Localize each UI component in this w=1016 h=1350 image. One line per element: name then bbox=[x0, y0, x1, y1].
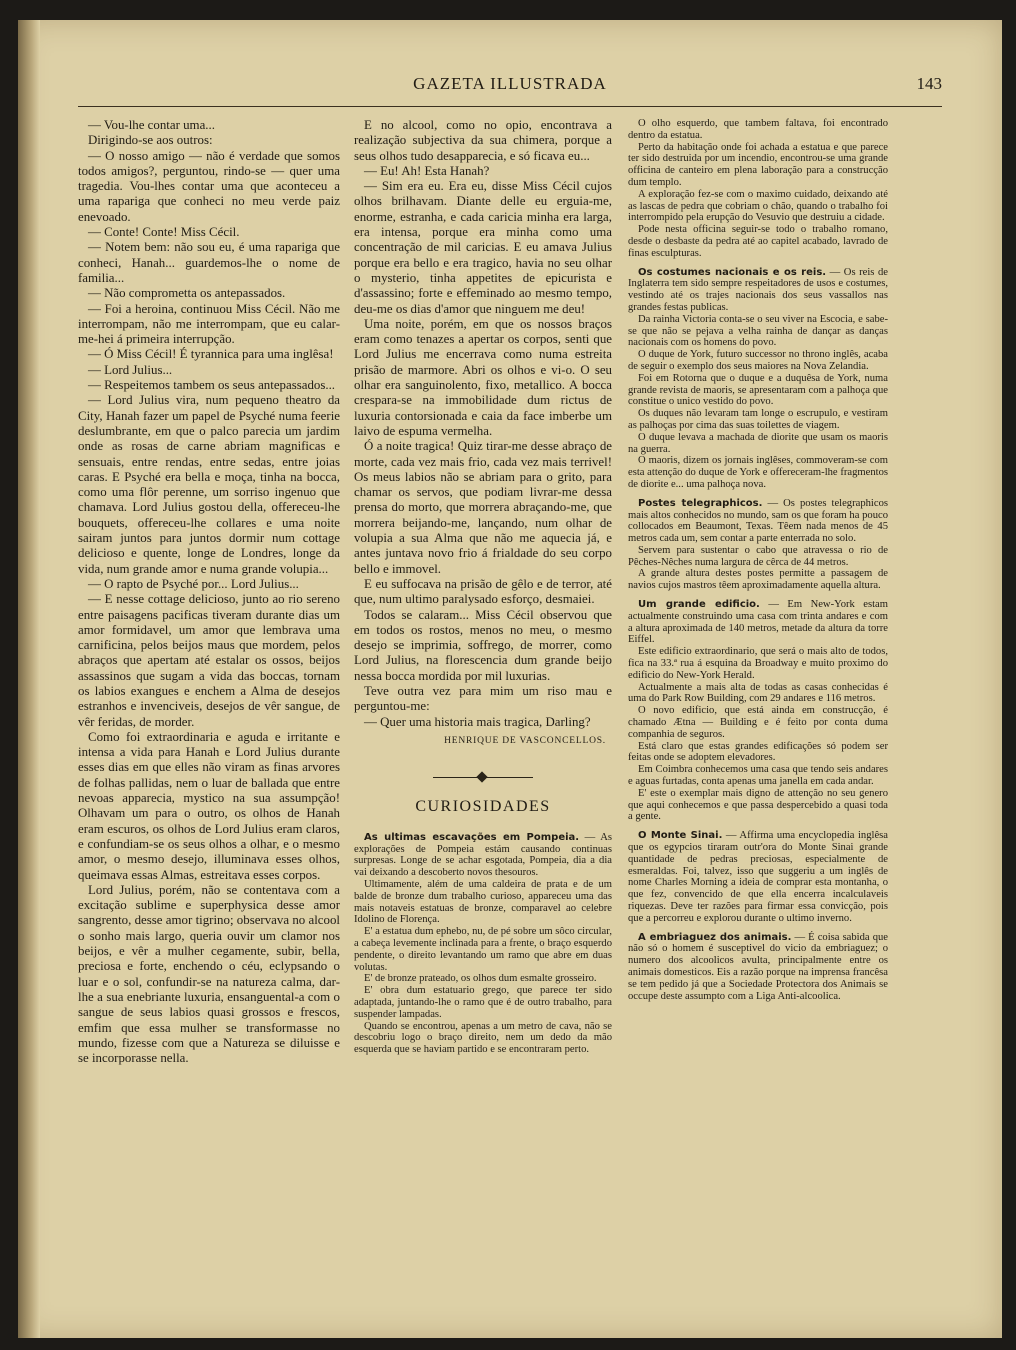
diamond-ornament-icon bbox=[476, 771, 487, 782]
paragraph: Em Coimbra conhecemos uma casa que tendo seis andares e aguas furtadas, conta apenas uma janella em cada andar. bbox=[628, 764, 888, 788]
curiosity-article bbox=[628, 932, 888, 1003]
running-head bbox=[78, 74, 942, 104]
article-heading: Os costumes nacionais e os reis. bbox=[638, 266, 827, 278]
article-text: — Affirma uma encyclopedia inglêsa que os egypcios tiraram outr'ora do Monte Sinai grande quantidade de pedras preciosas, especialmente de esmeraldas. Foi, talvez, isso que suggeriu a um inglês de nome Charles Morning a ideia de comprar esta montanha, o que fez, convencido de que ella encerra incalculaveis riquezas. Deve ter razões para firmar essa convicção, pois que a percorreu e explorou durante o ultimo inverno. bbox=[628, 830, 888, 924]
article-heading: O Monte Sinai. bbox=[638, 830, 723, 842]
paragraph: O duque levava a machada de diorite que usam os maoris na guerra. bbox=[628, 431, 888, 455]
paragraph: A exploração fez-se com o maximo cuidado, deixando até as lascas de pedra que cobriam o chão, quando o trabalho foi interrompido pela erupção do Vesuvio que destruiu a cidade. bbox=[628, 188, 888, 224]
paragraph: Servem para sustentar o cabo que atravessa o rio de Pêches-Nêches numa largura de cêrca de 44 metros. bbox=[628, 544, 888, 568]
paragraph: — Ó Miss Cécil! É tyrannica para uma inglêsa! bbox=[88, 347, 334, 362]
paragraph: — O rapto de Psyché por... Lord Julius... bbox=[88, 576, 299, 591]
paragraph: Este edificio extraordinario, que será o mais alto de todos, fica na 33.ª rua á esquina da Broadway e muito proximo do edificio do New-York Herald. bbox=[628, 646, 888, 681]
paragraph: Perto da habitação onde foi achada a estatua e que parece ter sido destruida por um incendio, encontrou-se uma grande officina de canteiro em plena laboração para a construcção dum templo. bbox=[628, 141, 888, 188]
article-text: — Os reis de Inglaterra tem sido sempre respeitadores de usos e costumes, vestindo até os trajes nacionais dos seus vassallos nas grandes festas publicas. bbox=[628, 266, 888, 313]
paragraph: Quando se encontrou, apenas a um metro de cava, não se descobriu logo o braço direito, nem um dedo da mão esquerda que se haviam partido e se encontraram perto. bbox=[354, 1020, 612, 1056]
section-divider-ornament bbox=[433, 772, 533, 784]
article-heading: Postes telegraphicos. bbox=[638, 497, 763, 509]
paragraph: Todos se calaram... Miss Cécil observou que em todos os rostos, menos no meu, o mesmo desejo se imprimia, soffrego, de morrer, como Lord Julius, na florescencia dum grande beijo nessa bocca mordida por mil luxurias. bbox=[354, 607, 612, 683]
paragraph: Dirigindo-se aos outros: bbox=[88, 133, 213, 148]
curiosities-list bbox=[628, 267, 888, 1003]
column-3 bbox=[628, 118, 888, 1002]
paragraph: — Foi a heroina, continuou Miss Cécil. Não me interrompam, não me interrompam, que eu calar-me-hei á primeira interrupção. bbox=[78, 301, 340, 347]
paragraph bbox=[628, 932, 888, 1003]
paragraph: Foi em Rotorna que o duque e a duquêsa de York, numa grande revista de maoris, se apresentaram com a palhoça que constitue o unico vestido do povo. bbox=[628, 372, 888, 408]
paragraph: — Respeitemos tambem os seus antepassados... bbox=[88, 378, 336, 393]
paragraph: — Eu! Ah! Esta Hanah? bbox=[364, 163, 490, 178]
article-heading: As ultimas escavações em Pompeia. bbox=[364, 831, 580, 843]
paragraph: — Vou-lhe contar uma... bbox=[88, 118, 215, 132]
curiosity-article bbox=[628, 498, 888, 592]
paragraph: — E nesse cottage delicioso, junto ao rio sereno entre paisagens pacificas tiveram durante dias um amor formidavel, um amor que lembrava uma carnificina, pelos beijos maus que mordem, pelos abraços que apertam até estalar os ossos, beijos assassinos que sugam a vida das boccas, tornam os labios exangues e enchem a Alma de desejos estranhos e invenciveis, desejos de vêr sangue, de vêr feridas, de morder. bbox=[78, 592, 340, 729]
article-pompeia bbox=[354, 832, 612, 1056]
paragraph: Teve outra vez para mim um riso mau e perguntou-me: bbox=[354, 683, 612, 714]
paragraph: — Lord Julius vira, num pequeno theatro da City, Hanah fazer um papel de Psyché numa feerie deslumbrante, em que o palco parecia um jardim onde as rosas de carne abriam magnificas e sensuais, entre rendas, entre sedas, entre joias caras. E Psyché era bella e moça, tinha na bocca, como uma flôr perenne, um sorriso ingenuo que chamava. Lord Julius gostou della, offereceu-lhe bouquets, offereceu-lhe collares e uma noite sairam juntos para juntos dormir num cottage delicioso e quente, longe de Londres, longe da vida, num grande amor e numa grande volupia... bbox=[78, 393, 340, 576]
curiosity-article bbox=[628, 599, 888, 823]
paragraph: O novo edificio, que está ainda em construcção, é chamado Ætna — Building e é feito por conta duma companhia de seguros. bbox=[628, 705, 888, 740]
page-number: 143 bbox=[916, 74, 942, 93]
publication-title: GAZETA ILLUSTRADA bbox=[413, 74, 607, 93]
article-pompeia-continued bbox=[628, 118, 888, 260]
paragraph: E' de bronze prateado, os olhos dum esmalte grosseiro. bbox=[364, 973, 597, 985]
paragraph: O maoris, dizem os jornais inglêses, commoveram-se com esta attenção do duque de York e offereceram-lhe fragmentos de diorite e... uma palhoça nova. bbox=[628, 455, 888, 490]
paragraph: Está claro que estas grandes edificações só podem ser feitas onde se adoptem elevadores. bbox=[628, 740, 888, 764]
paragraph: E no alcool, como no opio, encontrava a realização subjectiva da sua chimera, porque a seus olhos tudo desapparecia, e só ficava eu... bbox=[354, 118, 612, 163]
column-1 bbox=[78, 118, 340, 1066]
paragraph: — O nosso amigo — não é verdade que somos todos amigos?, perguntou, rindo-se — quer uma tragedia. Vou-lhes contar uma que aconteceu a uma rapariga que conheci no meu verde paiz enevoado. bbox=[78, 148, 340, 224]
curiosity-article bbox=[628, 830, 888, 924]
paragraph: Da rainha Victoria conta-se o seu viver na Escocia, e sabe-se que não se pejava a velha rainha de dançar as danças nacionais com os homens do povo. bbox=[628, 313, 888, 349]
paragraph bbox=[628, 599, 888, 646]
paragraph: — Notem bem: não sou eu, é uma rapariga que conheci, Hanah... guardemos-lhe o nome de familia... bbox=[78, 240, 340, 285]
article-text: — Em New-York estam actualmente construindo uma casa com trinta andares e com a altura aproximada de 140 metros, metade da altura da torre Eiffel. bbox=[628, 599, 888, 646]
paragraph bbox=[628, 498, 888, 545]
paragraph: Ultimamente, além de uma caldeira de prata e de um balde de bronze dum trabalho curioso, appareceu uma das mais notaveis estatuas de bronze, comparavel ao celebre Idolino de Florença. bbox=[354, 879, 612, 926]
paragraph bbox=[628, 267, 888, 314]
paragraph: — Quer uma historia mais tragica, Darling? bbox=[364, 714, 591, 729]
paragraph: Como foi extraordinaria e aguda e irritante e intensa a vida para Hanah e Lord Julius durante esses dias em que elles não viram as finas arvores de folhas pallidas, nem o luar de ballada que entre nevoas apparecia, mystico na sua assumpção! Olhavam um para o outro, os olhos de Hanah eram escuros, os olhos de Lord Julius eram claros, e confundiam-se os seus olhos a olhar, e o mesmo amor, o mesmo desejo, illuminava esses olhos, queimava essas Almas, estreitava esses corpos. bbox=[78, 729, 340, 882]
article-text: — Os postes telegraphicos mais altos conhecidos no mundo, sam os que foram ha pouco collocados em Beaumont, Texas. Têem nada menos de 45 metros cada um, sem contar a parte enterrada no solo. bbox=[628, 497, 888, 545]
paragraph: Actualmente a mais alta de todas as casas conhecidas é uma do Park Row Building, com 29 andares e 116 metros. bbox=[628, 681, 888, 705]
paragraph: E' obra dum estatuario grego, que parece ter sido adaptada, juntando-lhe o ramo que é de outro trabalho, para suspender lampadas. bbox=[354, 985, 612, 1020]
paragraph bbox=[354, 832, 612, 879]
paragraph: Lord Julius, porém, não se contentava com a excitação sublime e superphysica desse amor sangrento, desse amor tigrino; observava no alcool o sonho mais largo, queria ouvir um clamor nos beijos, e vêr a mulher cegamente, subir, bella, preciosa e forte, enchendo o céu, eclypsando o luar e o sol, confundir-se na natureza calma, dar-lhe a sua enebriante luxuria, ensanguental-a com o sangue de seus labios quasi grossos e frescos, emfim que essa mulher se transformasse no mundo, fizesse com que a Natureza se diluisse e se incorporasse nella. bbox=[78, 882, 340, 1066]
paragraph: E eu suffocava na prisão de gêlo e de terror, até que, num ultimo paralysado esforço, desmaiei. bbox=[354, 576, 612, 607]
section-title: CURIOSIDADES bbox=[415, 797, 551, 815]
newspaper-page bbox=[18, 20, 1002, 1338]
paragraph: Pode nesta officina seguir-se todo o trabalho romano, desde o desbaste da pedra até ao capitel acabado, lavrado de finas esculpturas. bbox=[628, 224, 888, 259]
paragraph: E' a estatua dum ephebo, nu, de pé sobre um sôco circular, a cabeça levemente inclinada para a frente, o braço esquerdo pendente, o direito levantando um ramo que abre em duas volutas. bbox=[354, 926, 612, 973]
paragraph: Uma noite, porém, em que os nossos braços eram como tenazes a apertar os corpos, senti que Lord Julius me encerrava como numa estreita prisão de marmore. Abri os olhos e vi-o. O seu olhar era sanguinolento, fixo, metallico. A bocca crespara-se na immobilidade dum rictus de luxuria contorsionada e caia da face imberbe um laivo de espuma vermelha. bbox=[354, 316, 612, 438]
page-gutter bbox=[18, 20, 40, 1338]
column-2 bbox=[354, 118, 612, 1056]
article-text: — As explorações de Pompeia estám causando continuas surpresas. Longe de se achar esgotada, Pompeia, dia a dia vai deixando a descoberto novos thesouros. bbox=[354, 831, 612, 879]
paragraph: E' este o exemplar mais digno de attenção no seu genero que aqui conhecemos e que passa despercebido a quasi toda a gente. bbox=[628, 787, 888, 823]
article-text: — É coisa sabida que não só o homem é susceptivel do vicio da embriaguez; o numero dos alcoolicos avulta, principalmente entre os animais domesticos. Eis a razão porque na imprensa francêsa se tem pedido já que a Sociedade Protectora dos Animais se occupe deste assumpto com a Liga Anti-alcoolica. bbox=[628, 931, 888, 1002]
paragraph: A grande altura destes postes permitte a passagem de navios cujos mastros têem aproximadamente aquella altura. bbox=[628, 568, 888, 592]
paragraph: — Sim era eu. Era eu, disse Miss Cécil cujos olhos brilhavam. Diante delle eu erguia-me, enorme, estranha, e cada caricia minha era larga, era intensa, porque era minha como uma concentração de mil caricias. E eu amava Julius porque era bello e era tragico, havia no seu olhar o mysterio, tinha appetites de epicurista e d'assassino; forte e effeminado ao mesmo tempo, deu-me os dias d'amor que ninguem me deu! bbox=[354, 179, 612, 316]
paragraph: Os duques não levaram tam longe o escrupulo, e vestiram as palhoças por cima das suas toilettes de viagem. bbox=[628, 408, 888, 431]
paragraph: — Lord Julius... bbox=[88, 362, 173, 377]
paragraph: — Não comprometta os antepassados. bbox=[88, 286, 286, 301]
paragraph: O duque de York, futuro successor no throno inglês, acaba de seguir o exemplo dos seus maiores na Nova Zelandia. bbox=[628, 349, 888, 372]
paragraph bbox=[628, 830, 888, 924]
paragraph: Ó a noite tragica! Quiz tirar-me desse abraço de morte, cada vez mais frio, cada vez mais terrivel! Os meus labios não se abriam para o grito, para chamar os servos, que podiam livrar-me dessa prensa do morto, que morrera abraçando-me, que morrera beijando-me, lançando, num olhar de volupia a sua Alma que não me aquecia já, e antes juntava novo frio á frialdade do seu corpo bello e immovel. bbox=[354, 439, 612, 576]
article-heading: A embriaguez dos animais. bbox=[638, 931, 792, 943]
paragraph: — Conte! Conte! Miss Cécil. bbox=[88, 225, 240, 240]
author-signature: HENRIQUE DE VASCONCELLOS. bbox=[444, 735, 606, 746]
header-rule bbox=[78, 106, 942, 107]
article-heading: Um grande edificio. bbox=[638, 599, 760, 611]
paragraph: O olho esquerdo, que tambem faltava, foi encontrado dentro da estatua. bbox=[628, 118, 888, 141]
curiosity-article bbox=[628, 267, 888, 491]
